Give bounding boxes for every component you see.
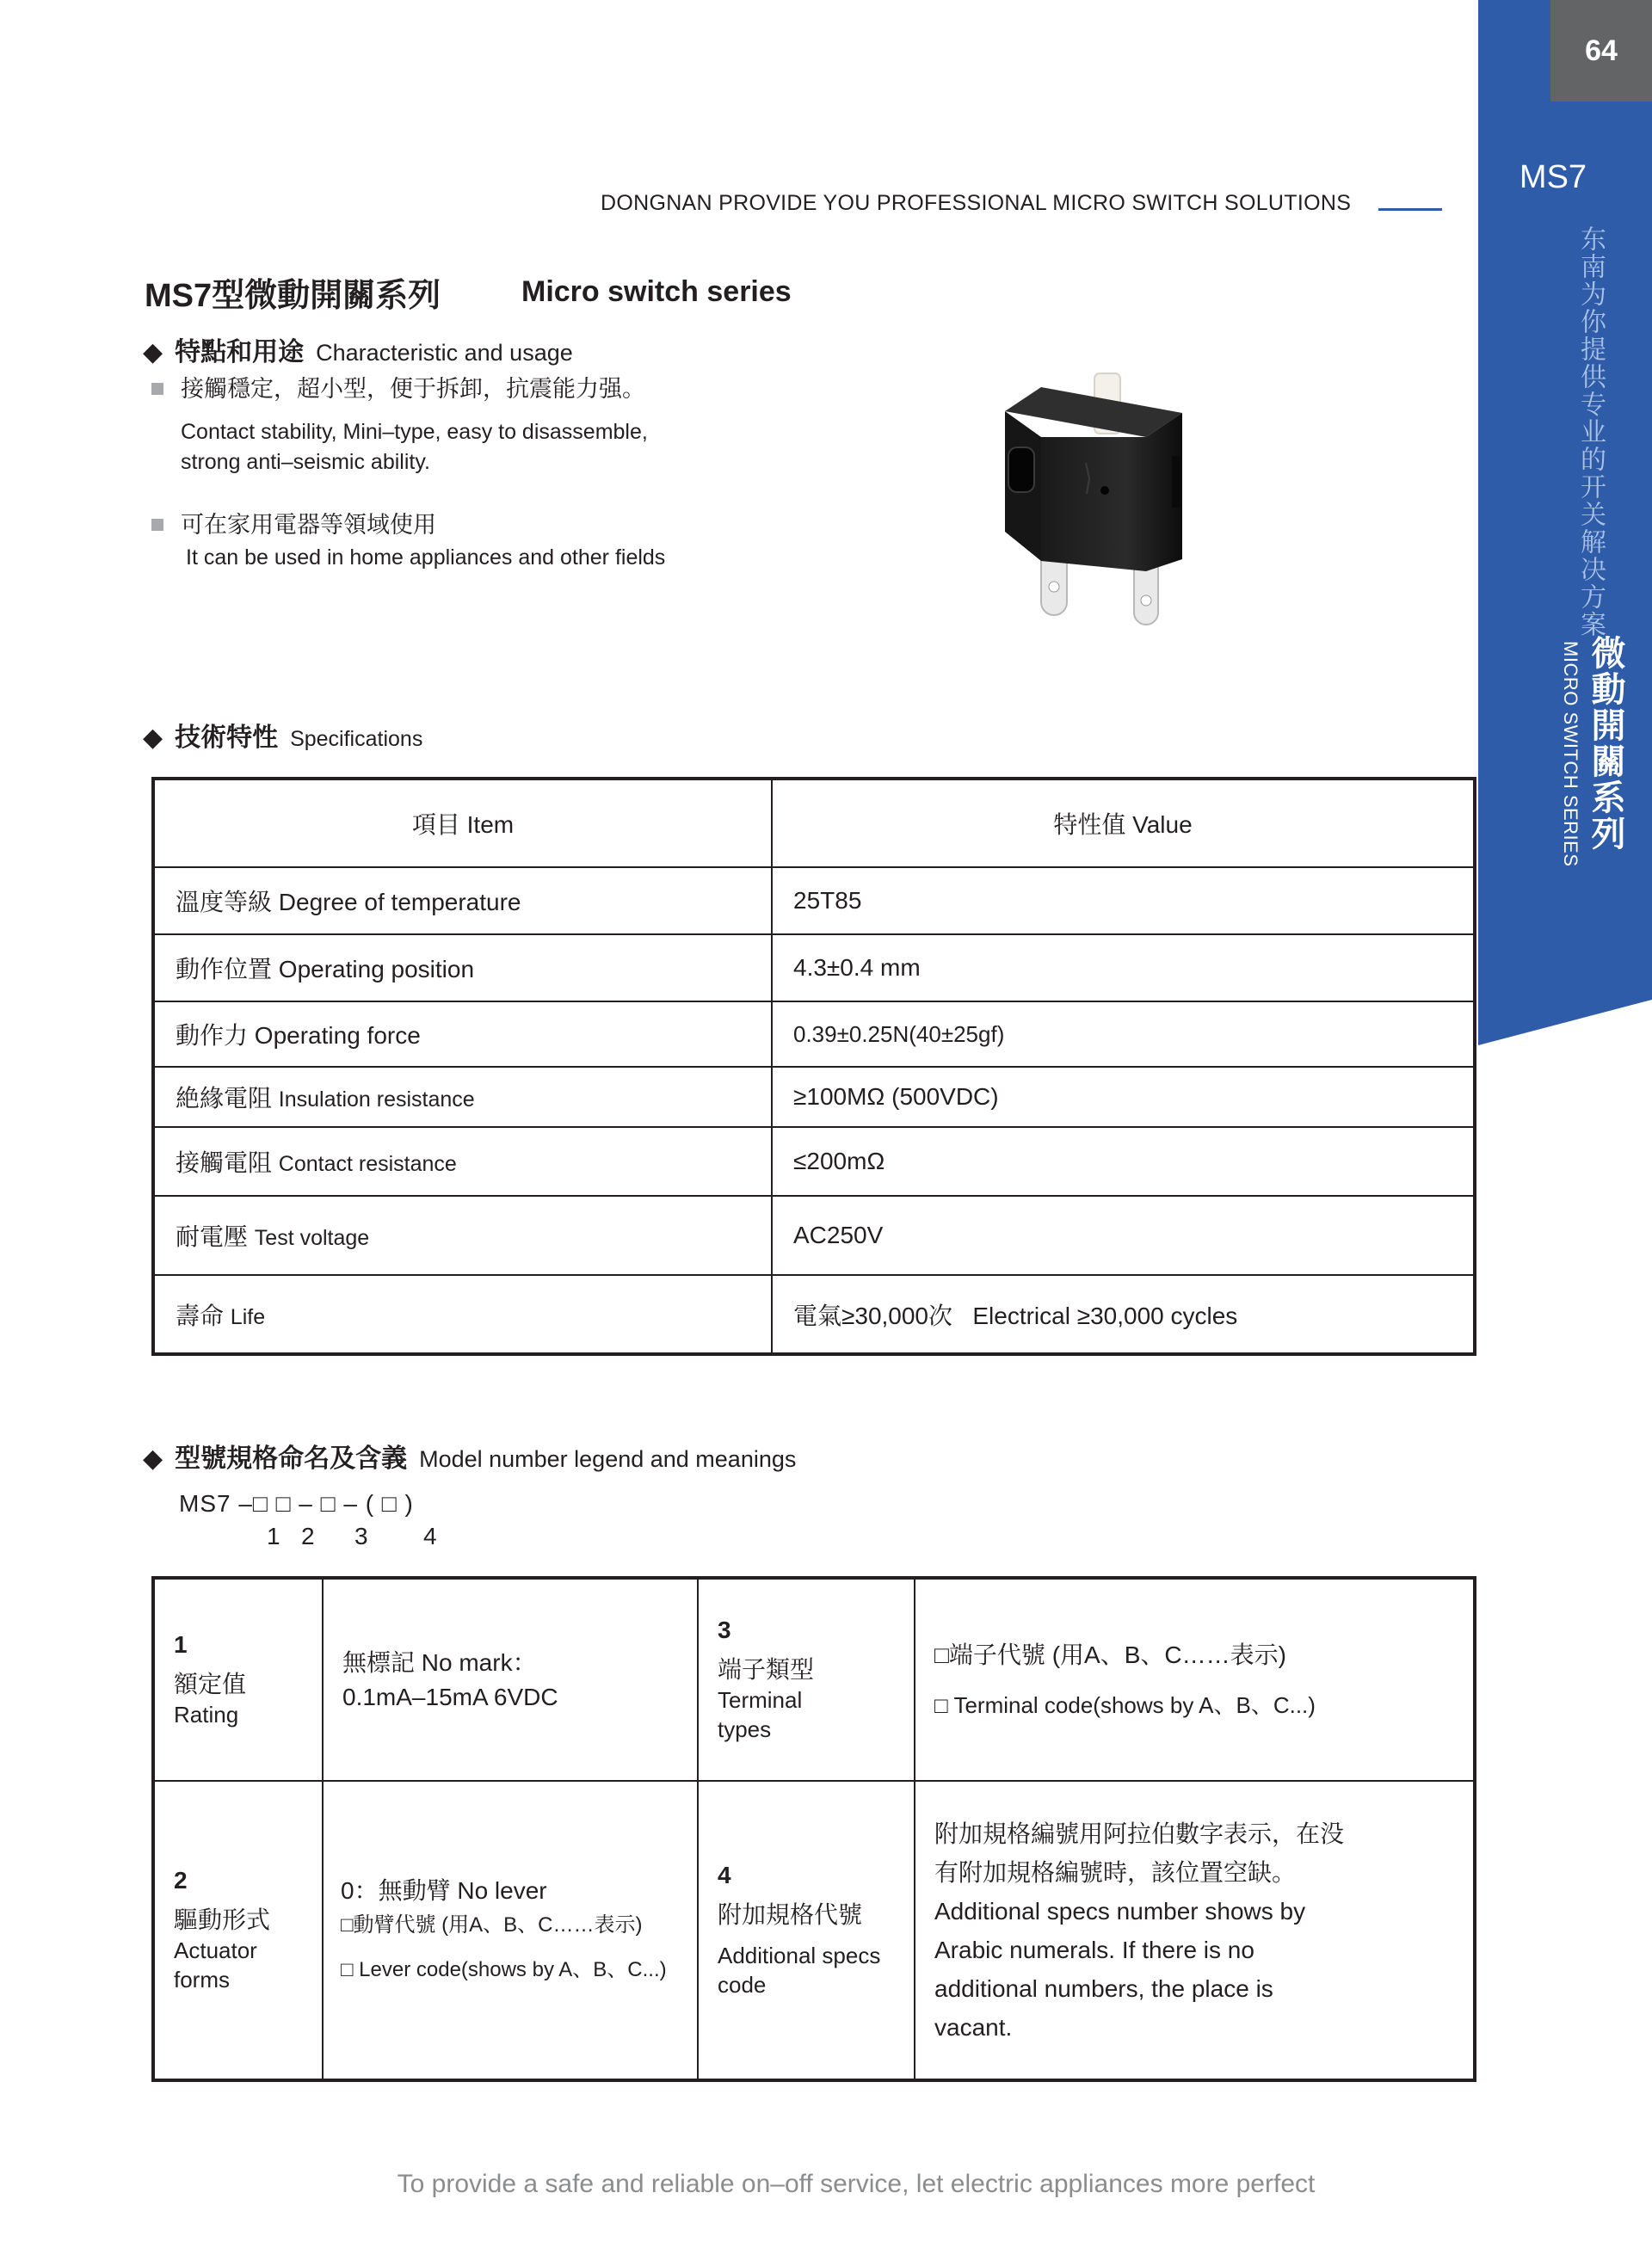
item-cell: 動作位置 Operating position (153, 934, 772, 1001)
characteristic-en-line1: It can be used in home appliances and other fields (186, 545, 666, 570)
side-series-cn: 微動開關系列 (1587, 635, 1624, 852)
side-series-code: MS7 (1519, 159, 1587, 195)
item-cell: 溫度等級 Degree of temperature (153, 867, 772, 934)
characteristic-cn: 接觸穩定，超小型，便于拆卸，抗震能力强。 (181, 376, 645, 402)
side-slogan: 东南为你提供专业的开关解决方案 (1576, 225, 1605, 638)
item-cell: 耐電壓 Test voltage (153, 1196, 772, 1275)
side-tab-background (1478, 0, 1652, 1045)
specifications-table (151, 777, 1476, 1356)
table-row (153, 1275, 1475, 1354)
column-header-value: 特性值 Value (772, 779, 1475, 867)
table-row (153, 1578, 1475, 1781)
value-cell: ≤200mΩ (772, 1127, 1475, 1196)
diamond-bullet-icon: ◆ (143, 724, 163, 752)
characteristic-en-line1: Contact stability, Mini–type, easy to disassemble, (181, 420, 648, 444)
specifications-heading (143, 716, 422, 754)
legend-label-cell: 2 驅動形式 Actuator forms (153, 1781, 323, 2080)
page-title-en: Micro switch series (521, 275, 792, 308)
heading-cn: 型號規格命名及含義 (175, 1444, 408, 1473)
column-header-item: 項目 Item (153, 779, 772, 867)
table-row (153, 1001, 1475, 1067)
page-title-cn: MS7型微動開關系列 (145, 278, 441, 314)
footer-slogan: To provide a safe and reliable on–off service, let electric appliances more perfect (397, 2170, 1316, 2198)
item-cell: 接觸電阻 Contact resistance (153, 1127, 772, 1196)
characteristic-item (151, 370, 645, 403)
position-number: 3 (354, 1523, 368, 1549)
side-series-en: MICRO SWITCH SERIES (1560, 641, 1581, 867)
table-row (153, 1196, 1475, 1275)
model-code-pattern: MS7 –□ □ – □ – ( □ ) (179, 1490, 414, 1517)
heading-en: Model number legend and meanings (419, 1446, 797, 1472)
position-number: 2 (301, 1523, 315, 1549)
value-cell: 0.39±0.25N(40±25gf) (772, 1001, 1475, 1067)
heading-en: Characteristic and usage (316, 340, 573, 366)
value-cell: 4.3±0.4 mm (772, 934, 1475, 1001)
value-cell: AC250V (772, 1196, 1475, 1275)
header-tagline: DONGNAN PROVIDE YOU PROFESSIONAL MICRO SWITCH SOLUTIONS (601, 191, 1352, 215)
characteristic-cn: 可在家用電器等領域使用 (181, 512, 436, 538)
page-number: 64 (1550, 0, 1652, 102)
position-number: 1 (267, 1523, 280, 1549)
characteristic-item (151, 506, 436, 539)
table-row (153, 867, 1475, 934)
position-number: 4 (423, 1523, 437, 1549)
legend-label-cell: 1 額定值 Rating (153, 1578, 323, 1781)
table-header-row (153, 779, 1475, 867)
model-code-positions (267, 1523, 437, 1550)
table-row (153, 1067, 1475, 1127)
heading-en: Specifications (290, 727, 423, 751)
diamond-bullet-icon: ◆ (143, 338, 163, 366)
heading-cn: 特點和用途 (175, 338, 305, 366)
table-row (153, 1127, 1475, 1196)
value-cell: ≥100MΩ (500VDC) (772, 1067, 1475, 1127)
item-cell: 絶緣電阻 Insulation resistance (153, 1067, 772, 1127)
square-bullet-icon (151, 519, 163, 531)
model-legend-heading (143, 1437, 796, 1475)
item-cell: 壽命 Life (153, 1275, 772, 1354)
characteristic-en-line2: strong anti–seismic ability. (181, 450, 430, 474)
legend-value-cell: 0：無動臂 No lever □動臂代號 (用A、B、C……表示) □ Lever code(shows by A、B、C...) (323, 1781, 698, 2080)
legend-value-cell: □端子代號 (用A、B、C……表示) □ Terminal code(shows by A、B、C...) (915, 1578, 1475, 1781)
table-row (153, 1781, 1475, 2080)
value-cell: 25T85 (772, 867, 1475, 934)
square-bullet-icon (151, 383, 163, 395)
tagline-rule (1378, 208, 1442, 211)
item-cell: 動作力 Operating force (153, 1001, 772, 1067)
heading-cn: 技術特性 (175, 724, 279, 752)
legend-label-cell: 3 端子類型 Terminal types (698, 1578, 915, 1781)
characteristics-heading (143, 330, 573, 368)
table-row (153, 934, 1475, 1001)
legend-value-cell: 附加規格編號用阿拉伯數字表示，在没 有附加規格編號時，該位置空缺。 Additional specs number shows by Arabic numerals. If there is no additional numbers, the place is vacant. (915, 1781, 1475, 2080)
diamond-bullet-icon: ◆ (143, 1444, 163, 1473)
value-cell: 電氣≥30,000次 Electrical ≥30,000 cycles (772, 1275, 1475, 1354)
legend-value-cell: 無標記 No mark： 0.1mA–15mA 6VDC (323, 1578, 698, 1781)
model-legend-table (151, 1576, 1476, 2082)
micro-switch-product-image (989, 361, 1196, 628)
legend-label-cell: 4 附加規格代號 Additional specs code (698, 1781, 915, 2080)
